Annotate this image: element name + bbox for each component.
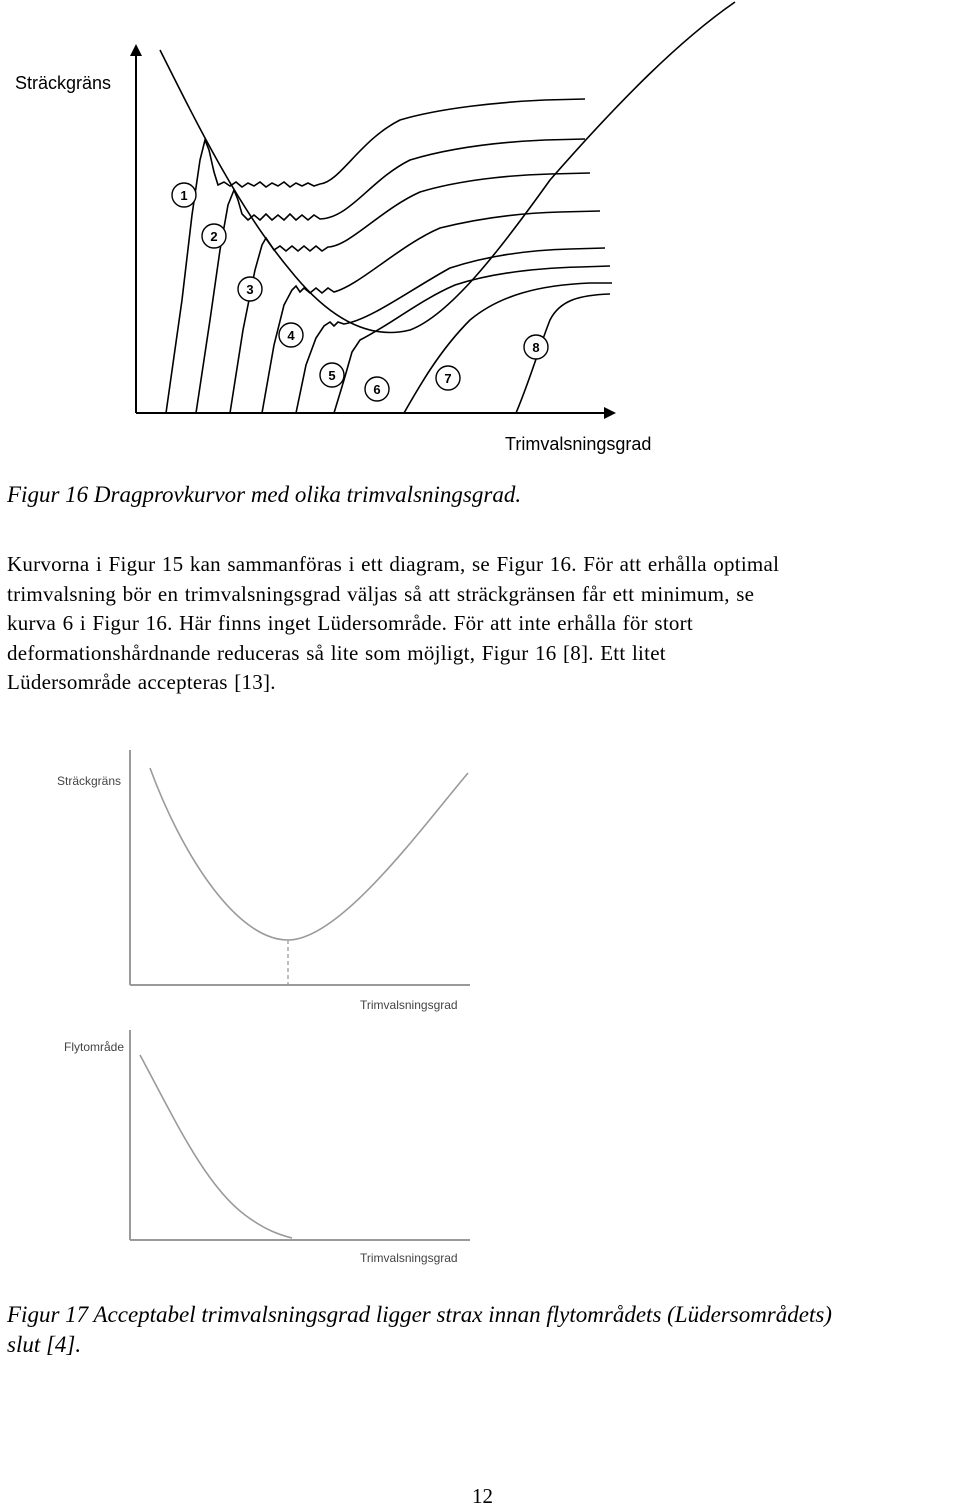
figure-17-bottom-y-label: Flytområde — [64, 1040, 125, 1054]
figure-16-y-label: Sträckgräns — [15, 73, 112, 93]
body-line-3: kurva 6 i Figur 16. Här finns inget Lüdersområde. För att inte erhålla för stort — [7, 611, 694, 635]
marker-3-label: 3 — [246, 282, 254, 297]
figure-16-x-label: Trimvalsningsgrad — [505, 434, 652, 454]
figure-17-top-axes — [130, 750, 470, 985]
figure-17-bottom-curve — [140, 1055, 292, 1238]
marker-1-label: 1 — [180, 188, 188, 203]
marker-4-label: 4 — [287, 328, 295, 343]
body-line-1: Kurvorna i Figur 15 kan sammanföras i ett diagram, se Figur 16. För att erhålla optimal — [7, 552, 780, 576]
marker-8-label: 8 — [532, 340, 540, 355]
figure-17-bottom-axes — [130, 1030, 470, 1240]
page-number: 12 — [472, 1484, 493, 1508]
marker-7-label: 7 — [444, 371, 452, 386]
body-line-4: deformationshårdnande reduceras så lite som möjligt, Figur 16 [8]. Ett litet — [7, 640, 666, 665]
figure-16-caption: Figur 16 Dragprovkurvor med olika trimvalsningsgrad. — [7, 482, 522, 507]
figure-17-top-y-label: Sträckgräns — [57, 774, 122, 788]
body-line-5: Lüdersområde accepteras [13]. — [7, 670, 276, 694]
figure-17-top-x-label: Trimvalsningsgrad — [360, 998, 458, 1012]
figure-17-top-curve — [150, 768, 468, 940]
figure-17-caption-line-2: slut [4]. — [7, 1332, 82, 1357]
marker-5-label: 5 — [328, 368, 336, 383]
marker-6-label: 6 — [373, 382, 381, 397]
figure-17-caption-line-1: Figur 17 Acceptabel trimvalsningsgrad ligger strax innan flytområdets (Lüdersområdets) — [7, 1302, 832, 1327]
body-line-2: trimvalsning bör en trimvalsningsgrad väljas så att sträckgränsen får ett minimum, se — [7, 581, 755, 606]
figure-17-caption — [7, 1300, 832, 1360]
marker-2-label: 2 — [210, 229, 218, 244]
figure-17-bottom-x-label: Trimvalsningsgrad — [360, 1251, 458, 1265]
